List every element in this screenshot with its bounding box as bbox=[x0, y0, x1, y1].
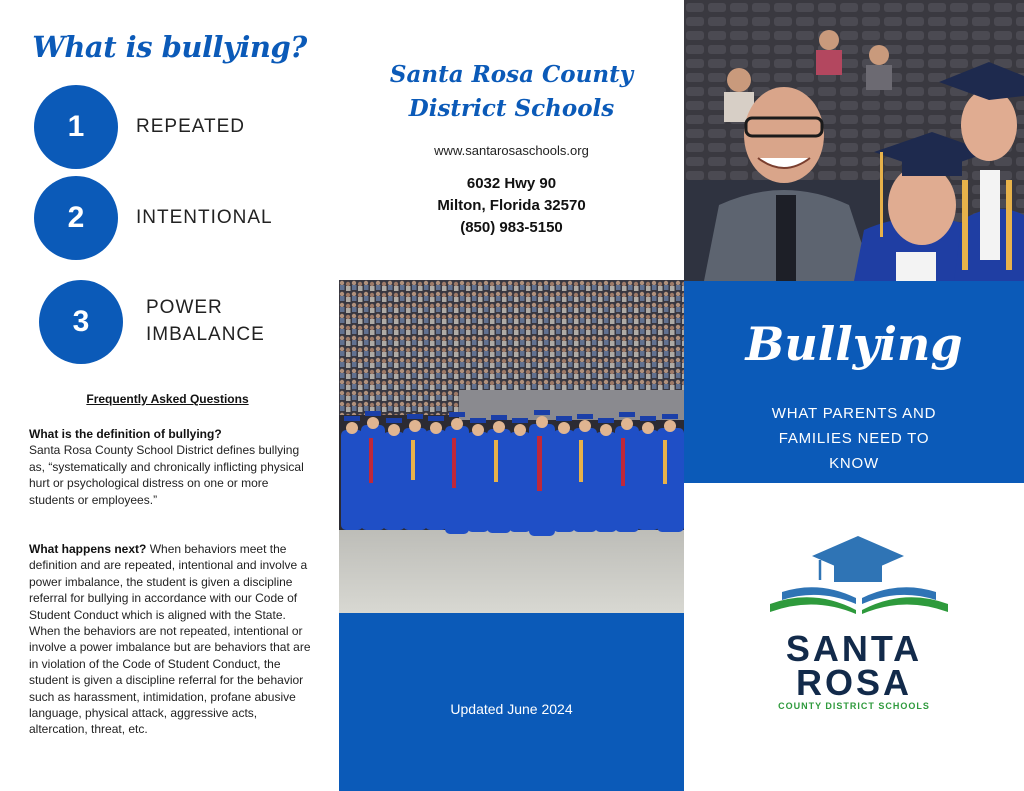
faq-heading: Frequently Asked Questions bbox=[86, 392, 249, 406]
phone-number: (850) 983-5150 bbox=[460, 219, 563, 236]
title-band bbox=[684, 281, 1024, 483]
logo-word-santa: SANTA bbox=[785, 628, 923, 669]
logo-subtitle: COUNTY DISTRICT SCHOOLS bbox=[778, 701, 930, 711]
number-circle-2: 2 bbox=[34, 176, 118, 260]
what-is-bullying-title: What is bullying? bbox=[32, 30, 307, 64]
left-panel bbox=[0, 0, 339, 791]
subtitle-line1: WHAT PARENTS AND bbox=[771, 405, 937, 422]
middle-panel bbox=[339, 0, 684, 791]
open-book-icon bbox=[770, 597, 856, 614]
number-circle-1: 1 bbox=[34, 85, 118, 169]
cap-base bbox=[834, 560, 882, 582]
right-panel bbox=[684, 0, 1024, 791]
faq-answer-next: When behaviors meet the definition and are repeated, intentional and involve a power imbalance, the student is given a discipline referral for bullying in accordance with our Code of Student Conduct which is aligned with the State. When the behaviors are not repeated, intentional or involve a power imbalance but are behaviors that are in violation of the Code of Student Conduct, the student is given a discipline referral for the behavior such as harassment, intimidation, profane abusive language, physical attack, aggressive acts, altercation, threat, etc. bbox=[29, 542, 311, 737]
label-power: POWER bbox=[146, 297, 223, 318]
subtitle-line3: KNOW bbox=[829, 455, 879, 472]
logo-word-rosa: ROSA bbox=[795, 662, 912, 703]
faq-question-definition: What is the definition of bullying? bbox=[29, 427, 222, 441]
faq-next bbox=[29, 541, 311, 738]
address-city: Milton, Florida 32570 bbox=[437, 197, 586, 214]
faq-definition bbox=[29, 426, 311, 508]
graduates-cover-photo bbox=[684, 0, 1024, 281]
subtitle-line2: FAMILIES NEED TO bbox=[778, 430, 930, 447]
graduation-ceremony-photo bbox=[339, 280, 684, 613]
faq-question-next: What happens next? bbox=[29, 542, 147, 556]
label-power-imbalance bbox=[146, 294, 265, 348]
label-intentional: INTENTIONAL bbox=[136, 207, 273, 228]
label-repeated: REPEATED bbox=[136, 116, 246, 137]
address-street: 6032 Hwy 90 bbox=[466, 175, 557, 192]
book-right-page bbox=[862, 597, 948, 614]
bullying-title: Bullying bbox=[745, 317, 963, 371]
graduates-cover-image bbox=[684, 0, 1024, 281]
graduation-ceremony-image bbox=[339, 280, 684, 613]
website-link[interactable]: www.santarosaschools.org bbox=[434, 143, 589, 158]
faq-answer-definition: Santa Rosa County School District defines bullying as, “systematically and chronically inflicting physical hurt or psychological distress on one or more students or employees.” bbox=[29, 443, 304, 507]
district-title-line2: District Schools bbox=[408, 95, 615, 122]
updated-band bbox=[339, 613, 684, 791]
label-imbalance: IMBALANCE bbox=[146, 324, 265, 345]
district-title bbox=[339, 58, 684, 126]
district-title-line1: Santa Rosa County bbox=[389, 61, 634, 88]
number-circle-3: 3 bbox=[39, 280, 123, 364]
updated-date: Updated June 2024 bbox=[450, 701, 573, 717]
